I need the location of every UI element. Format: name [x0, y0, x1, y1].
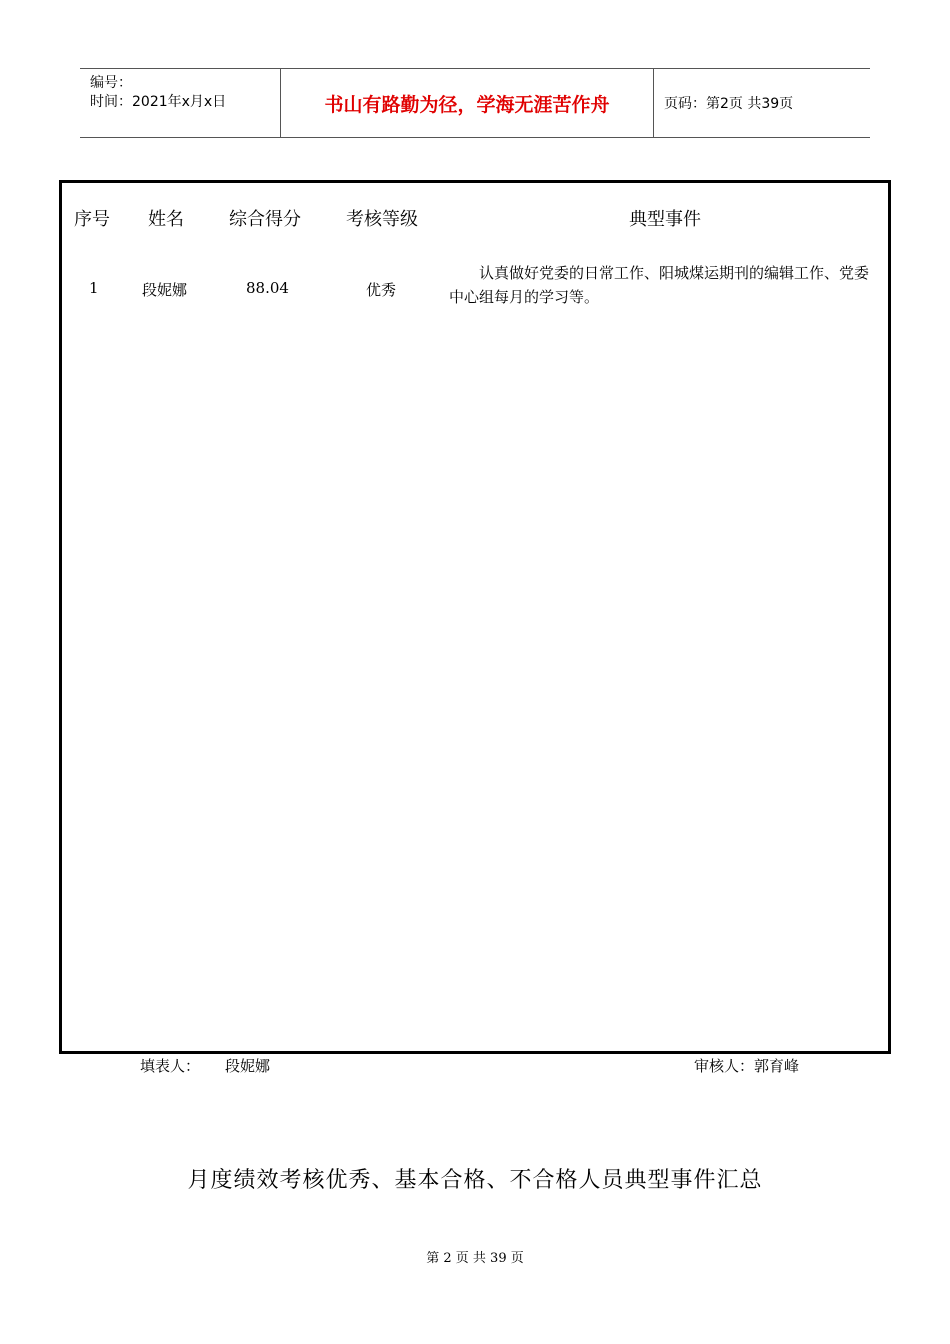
reviewer: 审核人：郭育峰 — [694, 1057, 800, 1075]
column-header-score: 综合得分 — [229, 209, 301, 230]
cell-score: 88.04 — [246, 279, 289, 297]
header-meta — [80, 69, 281, 137]
header-page-number: 页码：第2页 共39页 — [664, 96, 794, 112]
header-motto: 书山有路勤为径，学海无涯苦作舟 — [281, 69, 654, 137]
time-text: 时间：2021年x月x日 — [90, 94, 227, 110]
page-footer: 第 2 页 共 39 页 — [426, 1251, 524, 1266]
column-header-name: 姓名 — [148, 209, 184, 230]
cell-seq: 1 — [89, 279, 99, 297]
filler-label: 填表人： — [140, 1057, 201, 1075]
cell-grade: 优秀 — [366, 281, 397, 299]
column-header-event: 典型事件 — [629, 209, 701, 230]
document-title: 月度绩效考核优秀、基本合格、不合格人员典型事件汇总 — [187, 1168, 763, 1193]
column-header-seq: 序号 — [74, 209, 110, 230]
page-header — [80, 68, 870, 138]
number-label: 编号： — [90, 75, 132, 91]
performance-table — [59, 180, 891, 1054]
column-header-grade: 考核等级 — [346, 209, 418, 230]
filler-name: 段妮娜 — [225, 1057, 271, 1075]
cell-name: 段妮娜 — [142, 281, 188, 299]
cell-event: 认真做好党委的日常工作、阳城煤运期刊的编辑工作、党委中心组每月的学习等。 — [449, 264, 870, 306]
